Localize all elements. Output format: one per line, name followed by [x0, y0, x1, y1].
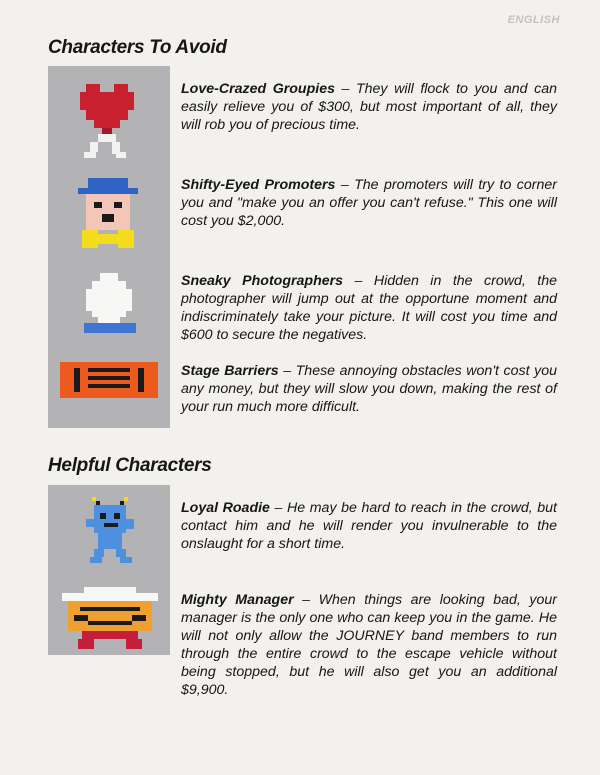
- entry-name: Stage Barriers: [181, 363, 279, 379]
- entry-description: – When things are looking bad, your manager is the only one who can keep you in the game. He will not only allow the JOURNEY band members to run through the entire crowd to the escape vehicle without being stopped, but he will also get you an additional $9,900.: [181, 592, 557, 698]
- helpful-sprites-panel: [48, 485, 170, 655]
- entry-stage-barriers: [181, 362, 557, 416]
- groupie-icon: [72, 80, 142, 162]
- entry-description: – The promoters will try to corner you and "make you an offer you can't refuse." This one will cost you $2,000.: [181, 177, 557, 229]
- entry-description: – They will flock to you and can easily relieve you of $300, but most important of all, they will rob you of precious time.: [181, 81, 557, 133]
- entry-description: – He may be hard to reach in the crowd, but contact him and he will render you invulnerable to the onslaught for a short time.: [181, 500, 557, 552]
- entry-mighty-manager: [181, 591, 557, 699]
- photographer-icon: [80, 271, 140, 339]
- entry-loyal-roadie: [181, 499, 557, 553]
- section-title-characters-to-avoid: Characters To Avoid: [48, 37, 227, 58]
- entry-name: Mighty Manager: [181, 592, 294, 608]
- roadie-icon: [82, 495, 138, 567]
- entry-love-crazed-groupies: [181, 80, 557, 134]
- entry-description: – These annoying obstacles won't cost you any money, but they will slow you down, making the rest of your run much more difficult.: [181, 363, 557, 415]
- manager-icon: [60, 585, 160, 653]
- language-label: ENGLISH: [507, 14, 560, 26]
- section-title-helpful-characters: Helpful Characters: [48, 455, 212, 476]
- entry-name: Shifty-Eyed Promoters: [181, 177, 336, 193]
- entry-description: – Hidden in the crowd, the photographer will jump out at the opportune moment and indiscriminately take your picture. It will cost you time and $600 to secure the negatives.: [181, 273, 557, 343]
- entry-name: Love-Crazed Groupies: [181, 81, 335, 97]
- promoter-icon: [76, 176, 142, 256]
- stage-barrier-icon: [60, 358, 158, 402]
- entry-sneaky-photographers: [181, 272, 557, 344]
- entry-name: Loyal Roadie: [181, 500, 270, 516]
- entry-shifty-eyed-promoters: [181, 176, 557, 230]
- avoid-sprites-panel: [48, 66, 170, 428]
- entry-name: Sneaky Photographers: [181, 273, 344, 289]
